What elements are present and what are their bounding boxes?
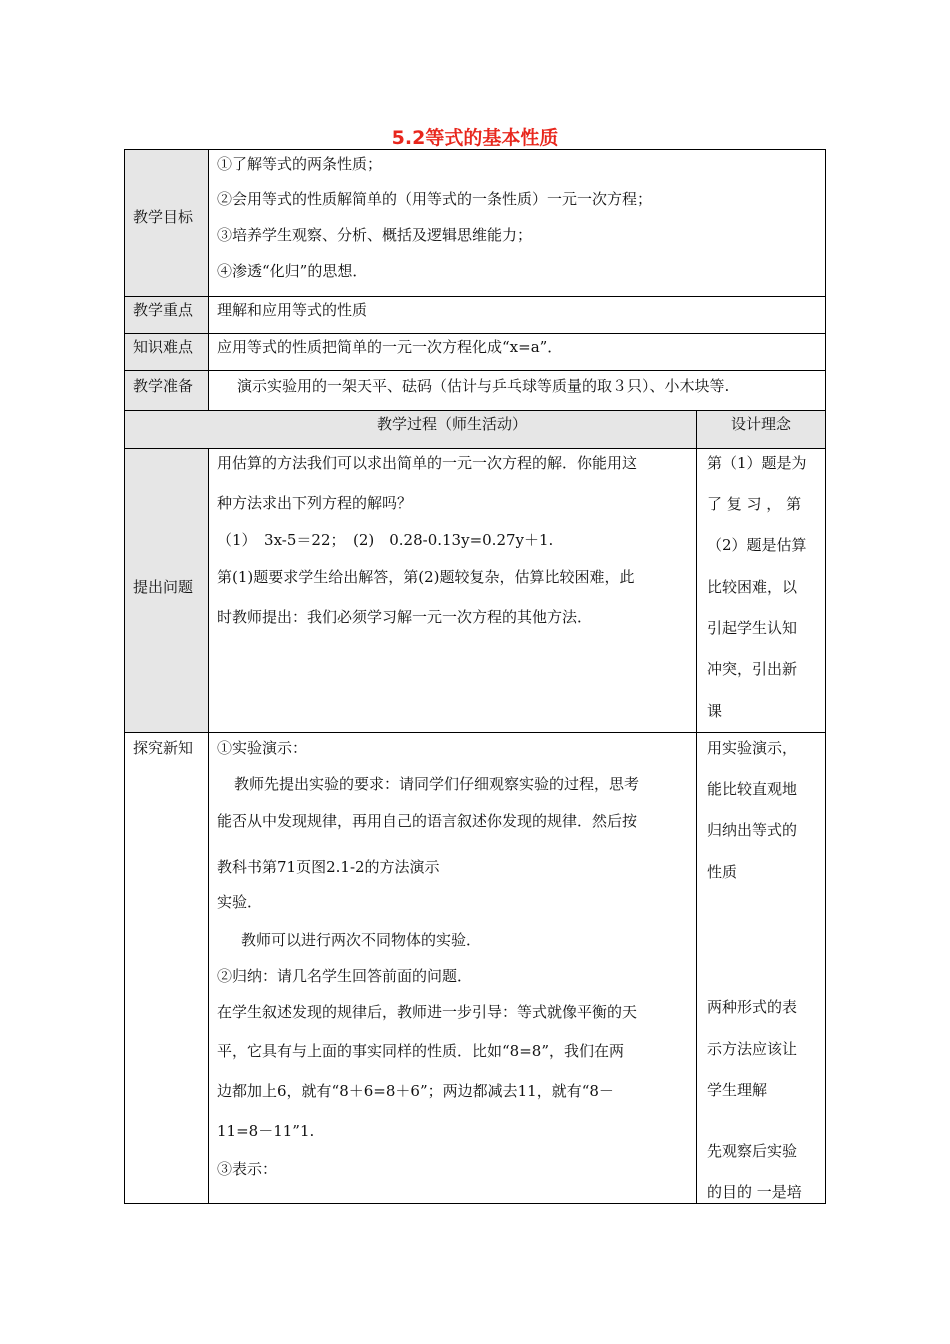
explore-line: ③表示： (217, 1160, 278, 1178)
raise-concept-line: 冲突，引出新 (707, 660, 798, 678)
process-header: 教学过程（师生活动） (376, 415, 527, 433)
explore-line: 教师可以进行两次不同物体的实验． (241, 931, 482, 949)
explore-line: 11=8－11”1. (217, 1122, 315, 1140)
objective-item: ②会用等式的性质解简单的（用等式的一条性质）一元一次方程； (217, 190, 653, 208)
explore-concept-line: 示方法应该让 (707, 1040, 798, 1058)
raise-concept-line: （2）题是估算 (707, 536, 807, 554)
objective-item: ③培养学生观察、分析、概括及逻辑思维能力； (217, 226, 533, 244)
explore-line: 在学生叙述发现的规律后，教师进一步引导：等式就像平衡的天 (217, 1003, 638, 1021)
explore-concept-line: 能比较直观地 (707, 780, 798, 798)
explore-line: ①实验演示： (217, 739, 308, 757)
objectives-label: 教学目标 (133, 208, 194, 226)
explore-concept-line: 学生理解 (707, 1081, 768, 1099)
keypoints-label: 教学重点 (133, 301, 194, 319)
raise-line: （1） 3x-5＝22； (2) 0.28-0.13y=0.27y＋1. (217, 531, 554, 549)
objective-item: ④渗透“化归”的思想． (217, 262, 368, 280)
raise-line: 种方法求出下列方程的解吗？ (217, 494, 413, 512)
explore-concept-line: 性质 (707, 863, 738, 881)
raise-line: 第(1)题要求学生给出解答，第(2)题较复杂，估算比较困难，此 (217, 568, 635, 586)
raise-concept-line: 引起学生认知 (707, 619, 798, 637)
difficulties-label: 知识难点 (133, 338, 194, 356)
explore-line: 能否从中发现规律，再用自己的语言叙述你发现的规律．然后按 (217, 812, 638, 830)
explore-concept-line: 用实验演示， (707, 739, 798, 757)
preparation-text: 演示实验用的一架天平、砝码（估计与乒乓球等质量的取３只）、小木块等. (237, 377, 730, 395)
raise-concept-line: 比较困难，以 (707, 578, 798, 596)
raise-line: 用估算的方法我们可以求出简单的一元一次方程的解．你能用这 (217, 454, 638, 472)
raise-concept-line: 课 (707, 702, 723, 720)
keypoints-text: 理解和应用等式的性质 (217, 301, 368, 319)
explore-concept-line: 两种形式的表 (707, 998, 798, 1016)
explore-concept-line: 归纳出等式的 (707, 821, 798, 839)
explore-line: ②归纳：请几名学生回答前面的问题． (217, 967, 473, 985)
raise-line: 时教师提出：我们必须学习解一元一次方程的其他方法． (217, 608, 593, 626)
explore-line: 平，它具有与上面的事实同样的性质．比如“8=8”，我们在两 (217, 1042, 624, 1060)
concept-header: 设计理念 (730, 415, 791, 433)
raise-label: 提出问题 (133, 578, 194, 596)
preparation-label: 教学准备 (133, 377, 194, 395)
explore-line: 教科书第71页图2.1-2的方法演示 (217, 858, 440, 876)
explore-label: 探究新知 (133, 739, 194, 757)
difficulties-text: 应用等式的性质把简单的一元一次方程化成“x=a”． (217, 338, 563, 356)
explore-line: 教师先提出实验的要求：请同学们仔细观察实验的过程，思考 (234, 775, 640, 793)
raise-concept-line: 第（1）题是为 (707, 454, 807, 472)
explore-line: 边都加上6，就有“8＋6=8＋6”；两边都减去11，就有“8－ (217, 1082, 614, 1100)
explore-concept-line: 先观察后实验 (707, 1142, 798, 1160)
explore-concept-line: 的目的 一是培 (707, 1183, 802, 1201)
explore-line: 实验． (217, 893, 263, 911)
page-title: 5.2等式的基本性质 (391, 127, 559, 149)
raise-concept-line: 了 复 习 ， 第 (707, 495, 802, 513)
objective-item: ①了解等式的两条性质； (217, 155, 383, 173)
